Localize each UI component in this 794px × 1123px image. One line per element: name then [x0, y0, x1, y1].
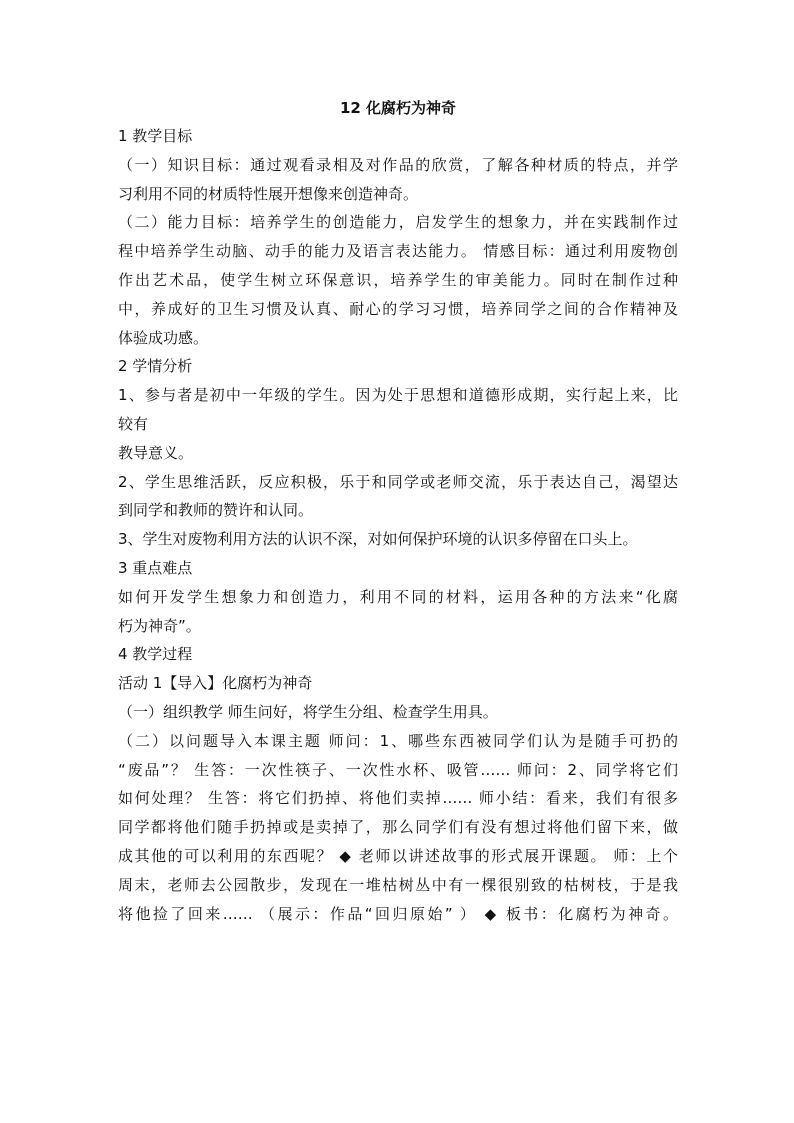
heading-student-analysis: 2 学情分析: [118, 357, 193, 376]
paragraph-line: 2、学生思维活跃，反应积极，乐于和同学或老师交流，乐于表达自己，渴望达: [118, 472, 678, 491]
paragraph-line: 1、参与者是初中一年级的学生。因为处于思想和道德形成期，实行起上来，比: [118, 386, 678, 405]
paragraph-line: 成其他的可以利用的东西呢？ ◆ 老师以讲述故事的形式展开课题。 师：上个: [118, 846, 678, 865]
paragraph-line: 3、学生对废物利用方法的认识不深，对如何保护环境的认识多停留在口头上。: [118, 530, 638, 549]
paragraph-line: 体验成功感。: [118, 328, 209, 347]
paragraph-line: 如何处理？ 生答：将它们扔掉、将他们卖掉…… 师小结：看来，我们有很多: [118, 789, 678, 808]
paragraph-line: 程中培养学生动脑、动手的能力及语言表达能力。 情感目标：通过利用废物创: [118, 242, 678, 261]
document-title: 12 化腐朽为神奇: [339, 99, 457, 117]
heading-teaching-process: 4 教学过程: [118, 645, 193, 664]
paragraph-line: 将他捡了回来…… （展示：作品“回归原始” ） ◆ 板书：化腐朽为神奇。: [118, 904, 678, 923]
heading-teaching-goals: 1 教学目标: [118, 127, 193, 145]
paragraph-line: “废品”？ 生答：一次性筷子、一次性水杯、吸管…… 师问：2、同学将它们: [118, 760, 678, 779]
paragraph-line: （二）以问题导入本课主题 师问：1、哪些东西被同学们认为是随手可扔的: [118, 731, 678, 750]
paragraph-line: 到同学和教师的赞许和认同。: [118, 501, 314, 520]
paragraph-line: 朽为神奇”。: [118, 616, 201, 635]
document-body: [118, 122, 678, 928]
paragraph-line: 教导意义。: [118, 443, 194, 462]
paragraph-line: 同学都将他们随手扔掉或是卖掉了，那么同学们有没有想过将他们留下来，做: [118, 818, 678, 837]
activity-heading: 活动 1【导入】化腐朽为神奇: [118, 674, 313, 693]
paragraph-line: 较有: [118, 414, 149, 433]
paragraph-line: （一）知识目标：通过观看录相及对作品的欣赏，了解各种材质的特点，并学: [118, 155, 678, 174]
paragraph-line: 中，养成好的卫生习惯及认真、耐心的学习习惯，培养同学之间的合作精神及: [118, 299, 678, 318]
paragraph-line: 习利用不同的材质特性展开想像来创造神奇。: [118, 184, 419, 203]
paragraph-line: 周末，老师去公园散步，发现在一堆枯树丛中有一棵很别致的枯树枝，于是我: [118, 875, 678, 894]
paragraph-line: 作出艺术品，使学生树立环保意识，培养学生的审美能力。同时在制作过种: [118, 270, 678, 289]
document-page: [118, 94, 678, 928]
heading-key-points: 3 重点难点: [118, 558, 193, 577]
paragraph-line: （二）能力目标：培养学生的创造能力，启发学生的想象力，并在实践制作过: [118, 213, 678, 232]
paragraph-line: 如何开发学生想象力和创造力，利用不同的材料，运用各种的方法来“化腐: [118, 587, 678, 606]
paragraph-line: （一）组织教学 师生问好，将学生分组、检查学生用具。: [118, 702, 498, 721]
